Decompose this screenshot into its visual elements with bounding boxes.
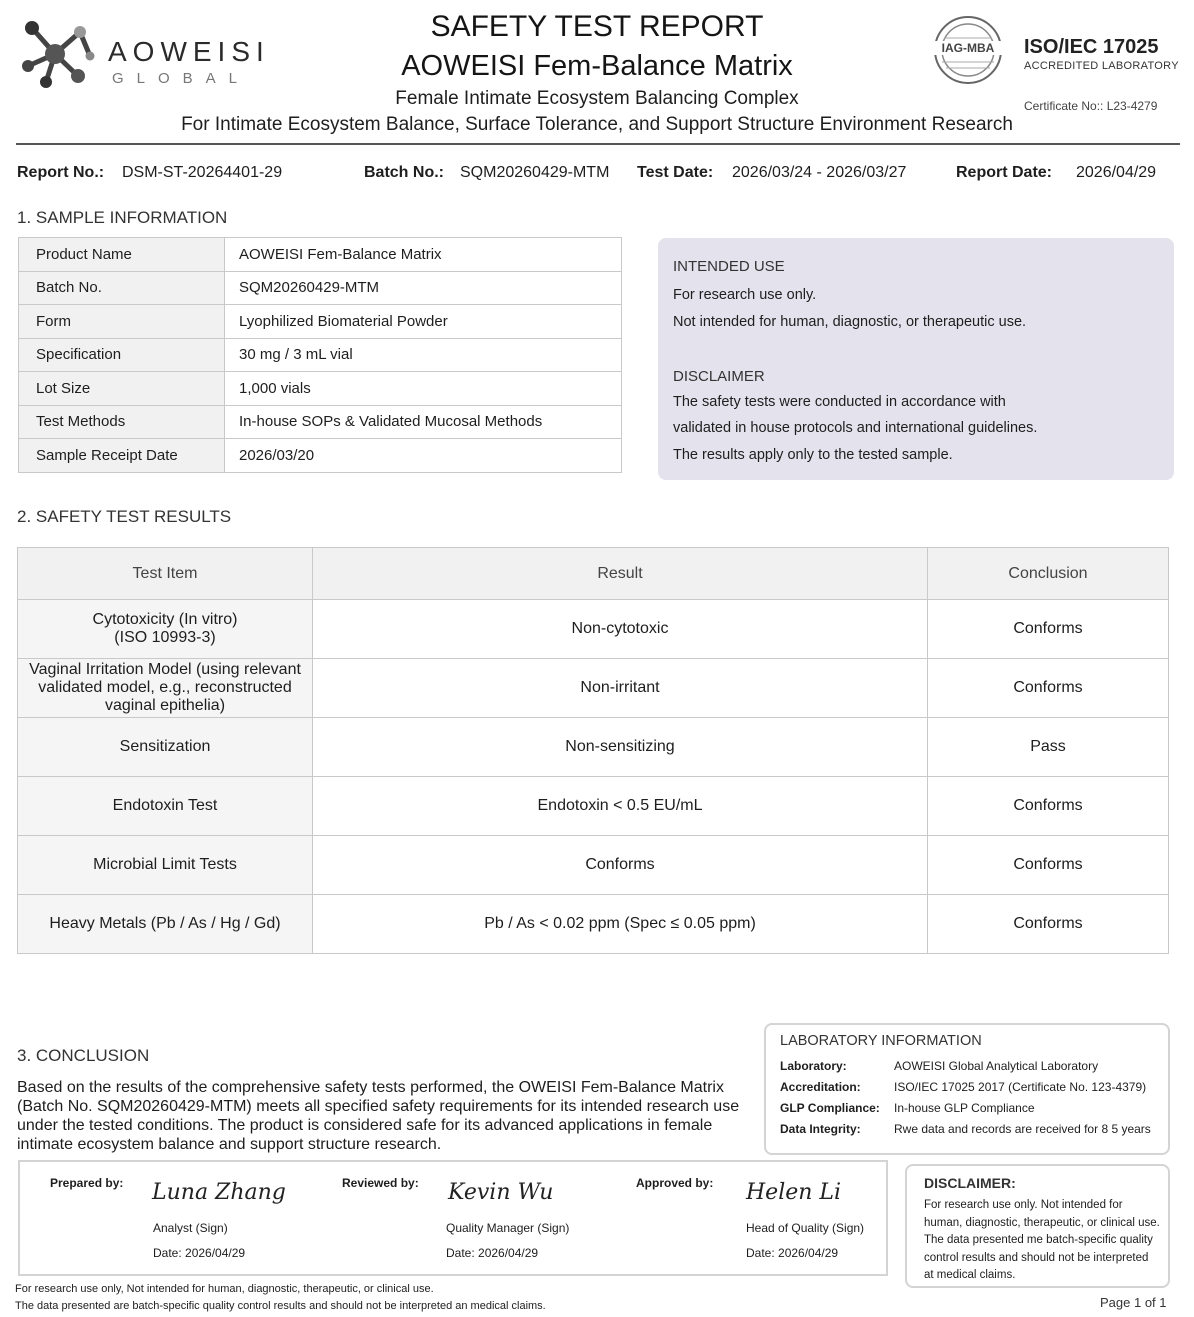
- footer-disclaimer-text: For research use only. Not intended for human, diagnostic, therapeutic, or clinical use. The data presented me batch-specific quality control results and should not be interpreted at medical claims.: [924, 1199, 1160, 1281]
- disclaimer-title: DISCLAIMER: [673, 368, 765, 385]
- conclusion-cell: Conforms: [928, 777, 1169, 836]
- test-item-cell: Sensitization: [18, 718, 313, 777]
- approved-by-role: Head of Quality (Sign): [746, 1221, 865, 1235]
- results-section-title: 2. SAFETY TEST RESULTS: [17, 507, 232, 526]
- sample-info-label: Form: [19, 305, 225, 339]
- footer-disclaimer-box: [905, 1164, 1170, 1288]
- approved-by-signature: Helen Li: [746, 1180, 842, 1205]
- sample-info-value: 30 mg / 3 mL vial: [225, 338, 622, 372]
- result-cell: Non-cytotoxic: [313, 600, 928, 659]
- sample-info-row: [19, 338, 622, 372]
- sample-info-value: 2026/03/20: [225, 439, 622, 473]
- seal-label: IAG-MBA: [932, 41, 1004, 55]
- sample-section-title: 1. SAMPLE INFORMATION: [17, 208, 228, 227]
- test-date-label: Test Date:: [637, 164, 714, 181]
- reviewed-by-label: Reviewed by:: [342, 1176, 419, 1190]
- column-header-conclusion: Conclusion: [928, 548, 1169, 600]
- sample-info-row: [19, 238, 622, 272]
- iso-subtitle: ACCREDITED LABORATORY: [1024, 60, 1179, 72]
- sample-info-row: [19, 439, 622, 473]
- prepared-by-date: Date: 2026/04/29: [153, 1246, 246, 1260]
- laboratory-info-box: [764, 1023, 1170, 1155]
- test-item-cell: Heavy Metals (Pb / As / Hg / Gd): [18, 895, 313, 954]
- report-no-label: Report No.:: [17, 164, 105, 181]
- approved-by-date: Date: 2026/04/29: [746, 1246, 839, 1260]
- intended-use-line: Not intended for human, diagnostic, or therapeutic use.: [673, 314, 1027, 330]
- sample-info-row: [19, 305, 622, 339]
- reviewed-by-date: Date: 2026/04/29: [446, 1246, 539, 1260]
- conclusion-cell: Conforms: [928, 836, 1169, 895]
- report-date-value: 2026/04/29: [1076, 164, 1157, 181]
- lab-info-value: ISO/IEC 17025 2017 (Certificate No. 123-4379): [894, 1080, 1147, 1094]
- certificate-number: Certificate No:: L23-4279: [1024, 99, 1158, 113]
- result-cell: Endotoxin < 0.5 EU/mL: [313, 777, 928, 836]
- sample-info-value: SQM20260429-MTM: [225, 271, 622, 305]
- lab-info-value: In-house GLP Compliance: [894, 1101, 1035, 1115]
- conclusion-cell: Conforms: [928, 600, 1169, 659]
- sample-info-label: Lot Size: [19, 372, 225, 406]
- sample-info-row: [19, 405, 622, 439]
- table-row: [18, 777, 1169, 836]
- intended-use-box: [658, 238, 1174, 480]
- sample-info-label: Specification: [19, 338, 225, 372]
- footer-line: For research use only, Not intended for human, diagnostic, therapeutic, or clinical use.: [15, 1283, 434, 1295]
- lab-info-label: Accreditation:: [780, 1080, 861, 1094]
- batch-no-value: SQM20260429-MTM: [460, 164, 610, 181]
- test-date-value: 2026/03/24 - 2026/03/27: [732, 164, 907, 181]
- prepared-by-role: Analyst (Sign): [153, 1221, 228, 1235]
- intended-use-title: INTENDED USE: [673, 258, 785, 275]
- result-cell: Conforms: [313, 836, 928, 895]
- sample-info-row: [19, 372, 622, 406]
- conclusion-cell: Conforms: [928, 659, 1169, 718]
- product-subtitle: Female Intimate Ecosystem Balancing Complex: [395, 88, 799, 109]
- test-item-cell: Cytotoxicity (In vitro) (ISO 10993-3): [18, 600, 313, 659]
- reviewed-by-signature: Kevin Wu: [448, 1180, 554, 1205]
- product-title: AOWEISI Fem-Balance Matrix: [401, 50, 793, 82]
- table-row: [18, 895, 1169, 954]
- report-date-label: Report Date:: [956, 164, 1053, 181]
- table-header-row: [18, 548, 1169, 600]
- sample-info-label: Product Name: [19, 238, 225, 272]
- table-row: [18, 718, 1169, 777]
- laboratory-info-title: LABORATORY INFORMATION: [780, 1033, 982, 1049]
- prepared-by-label: Prepared by:: [50, 1176, 124, 1190]
- report-no-value: DSM-ST-20264401-29: [122, 164, 283, 181]
- test-item-cell: Endotoxin Test: [18, 777, 313, 836]
- lab-info-value: AOWEISI Global Analytical Laboratory: [894, 1059, 1099, 1073]
- safety-results-table: [17, 547, 1169, 954]
- column-header-result: Result: [313, 548, 928, 600]
- logo-name: AOWEISI: [108, 36, 270, 67]
- lab-info-label: GLP Compliance:: [780, 1101, 880, 1115]
- prepared-by-signature: Luna Zhang: [152, 1180, 286, 1205]
- conclusion-section-title: 3. CONCLUSION: [17, 1046, 150, 1065]
- table-row: [18, 659, 1169, 718]
- lab-info-label: Laboratory:: [780, 1059, 847, 1073]
- sample-info-value: 1,000 vials: [225, 372, 622, 406]
- report-title: SAFETY TEST REPORT: [430, 10, 764, 43]
- sample-info-table: [18, 237, 622, 473]
- column-header-test-item: Test Item: [18, 548, 313, 600]
- result-cell: Non-irritant: [313, 659, 928, 718]
- test-item-cell: Vaginal Irritation Model (using relevant validated model, e.g., reconstructed vaginal epithelia): [18, 659, 313, 718]
- sample-info-value: In-house SOPs & Validated Mucosal Methods: [225, 405, 622, 439]
- iso-title: ISO/IEC 17025: [1024, 36, 1159, 58]
- result-cell: Pb / As < 0.02 ppm (Spec ≤ 0.05 ppm): [313, 895, 928, 954]
- reviewed-by-role: Quality Manager (Sign): [446, 1221, 570, 1235]
- approved-by-label: Approved by:: [636, 1176, 714, 1190]
- molecule-logo-icon: [18, 16, 96, 92]
- logo-subtitle: GLOBAL: [112, 70, 251, 87]
- intended-use-line: For research use only.: [673, 287, 817, 303]
- product-purpose: For Intimate Ecosystem Balance, Surface Tolerance, and Support Structure Environment Research: [181, 114, 1013, 135]
- conclusion-cell: Pass: [928, 718, 1169, 777]
- sample-info-value: Lyophilized Biomaterial Powder: [225, 305, 622, 339]
- footer-line: The data presented are batch-specific quality control results and should not be interpreted an medical claims.: [15, 1300, 546, 1312]
- disclaimer-line: The results apply only to the tested sample.: [673, 447, 953, 463]
- sample-info-label: Sample Receipt Date: [19, 439, 225, 473]
- result-cell: Non-sensitizing: [313, 718, 928, 777]
- lab-info-value: Rwe data and records are received for 8 5 years: [894, 1122, 1151, 1136]
- sample-info-label: Test Methods: [19, 405, 225, 439]
- test-item-cell: Microbial Limit Tests: [18, 836, 313, 895]
- header-divider: [16, 143, 1180, 145]
- disclaimer-line: validated in house protocols and international guidelines.: [673, 420, 1038, 436]
- table-row: [18, 836, 1169, 895]
- conclusion-cell: Conforms: [928, 895, 1169, 954]
- signature-box: [18, 1160, 888, 1276]
- sample-info-row: [19, 271, 622, 305]
- lab-info-label: Data Integrity:: [780, 1122, 861, 1136]
- page-number: Page 1 of 1: [1100, 1295, 1167, 1310]
- conclusion-text: Based on the results of the comprehensive safety tests performed, the OWEISI Fem-Balance Matrix (Batch No. SQM20260429-MTM) meets all specified safety requirements for its intended research use under the tested conditions. The product is considered safe for its advanced applications in female intimate ecosystem balance and support structure research.: [17, 1079, 740, 1153]
- accreditation-seal-icon: [932, 14, 1004, 86]
- footer-disclaimer-title: DISCLAIMER:: [924, 1175, 1016, 1191]
- batch-no-label: Batch No.:: [364, 164, 444, 181]
- sample-info-label: Batch No.: [19, 271, 225, 305]
- disclaimer-line: The safety tests were conducted in accordance with: [673, 394, 1006, 410]
- table-row: [18, 600, 1169, 659]
- sample-info-value: AOWEISI Fem-Balance Matrix: [225, 238, 622, 272]
